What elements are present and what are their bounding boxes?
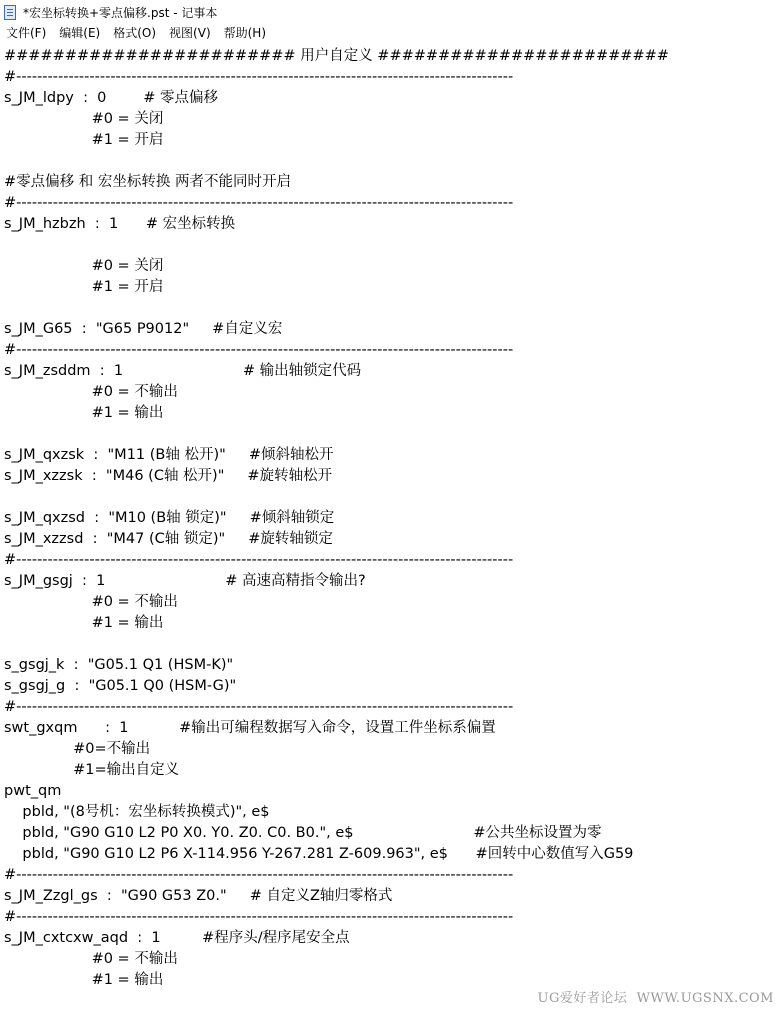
notepad-icon xyxy=(4,5,16,20)
editor-line: s_JM_cxtcxw_aqd : 1 #程序头/程序尾安全点 xyxy=(4,930,350,946)
menu-help[interactable]: 帮助(H) xyxy=(223,26,267,40)
editor-line: #1 = 开启 xyxy=(4,132,164,148)
menu-view[interactable]: 视图(V) xyxy=(169,26,211,40)
editor-line: #1 = 输出 xyxy=(4,405,164,421)
editor-line: s_JM_qxzsd : "M10 (B轴 锁定)" #倾斜轴锁定 xyxy=(4,510,335,526)
editor-line: pwt_qm xyxy=(4,783,62,799)
editor-line: #----------------------------------------------------------------------------------------------- xyxy=(4,909,514,925)
editor-line: #1 = 开启 xyxy=(4,279,164,295)
menu-bar xyxy=(0,24,780,43)
editor-line: s_JM_xzzsd : "M47 (C轴 锁定)" #旋转轴锁定 xyxy=(4,531,333,547)
editor-line: #1 = 输出 xyxy=(4,972,164,988)
editor-line: swt_gxqm : 1 #输出可编程数据写入命令，设置工件坐标系偏置 xyxy=(4,720,496,736)
editor-line: s_gsgj_g : "G05.1 Q0 (HSM-G)" xyxy=(4,678,237,694)
editor-line: #----------------------------------------------------------------------------------------------- xyxy=(4,867,514,883)
editor-line: s_JM_xzzsk : "M46 (C轴 松开)" #旋转轴松开 xyxy=(4,468,333,484)
editor-line: #----------------------------------------------------------------------------------------------- xyxy=(4,342,514,358)
editor-line: #1 = 输出 xyxy=(4,615,164,631)
editor-line: #1=输出自定义 xyxy=(4,762,180,778)
editor-line: ######################## 用户自定义 ######################## xyxy=(4,48,669,64)
editor-line: #----------------------------------------------------------------------------------------------- xyxy=(4,699,514,715)
watermark: UG爱好者论坛 WWW.UGSNX.COM xyxy=(537,991,774,1006)
editor-line: #0 = 关闭 xyxy=(4,258,164,274)
menu-edit[interactable]: 编辑(E) xyxy=(59,26,101,40)
editor-line: #0=不输出 xyxy=(4,741,151,757)
window-title: *宏坐标转换+零点偏移.pst - 记事本 xyxy=(23,5,218,20)
editor-line: #----------------------------------------------------------------------------------------------- xyxy=(4,69,514,85)
editor-line: pbld, "G90 G10 L2 P0 X0. Y0. Z0. C0. B0.", e$ #公共坐标设置为零 xyxy=(4,825,602,841)
editor-line: s_JM_hzbzh : 1 # 宏坐标转换 xyxy=(4,216,236,232)
editor-line: s_JM_G65 : "G65 P9012" #自定义宏 xyxy=(4,321,283,337)
editor-line: #0 = 不输出 xyxy=(4,951,178,967)
text-editor-area[interactable] xyxy=(0,43,780,1010)
editor-line: s_JM_ldpy : 0 # 零点偏移 xyxy=(4,90,219,106)
editor-line: #----------------------------------------------------------------------------------------------- xyxy=(4,552,514,568)
editor-line: pbld, "G90 G10 L2 P6 X-114.956 Y-267.281 Z-609.963", e$ #回转中心数值写入G59 xyxy=(4,846,634,862)
menu-file[interactable]: 文件(F) xyxy=(6,26,47,40)
menu-format[interactable]: 格式(O) xyxy=(113,26,157,40)
editor-line: #零点偏移 和 宏坐标转换 两者不能同时开启 xyxy=(4,174,291,190)
editor-line: s_JM_zsddm : 1 # 输出轴锁定代码 xyxy=(4,363,362,379)
editor-line: s_gsgj_k : "G05.1 Q1 (HSM-K)" xyxy=(4,657,234,673)
editor-line: s_JM_Zzgl_gs : "G90 G53 Z0." # 自定义Z轴归零格式 xyxy=(4,888,393,904)
title-bar xyxy=(0,0,780,24)
editor-line: s_JM_qxzsk : "M11 (B轴 松开)" #倾斜轴松开 xyxy=(4,447,334,463)
editor-line: s_JM_gsgj : 1 # 高速高精指令输出? xyxy=(4,573,366,589)
editor-line: #0 = 关闭 xyxy=(4,111,164,127)
editor-line: pbld, "(8号机：宏坐标转换模式)", e$ xyxy=(4,804,270,820)
editor-line: #0 = 不输出 xyxy=(4,384,178,400)
editor-line: #0 = 不输出 xyxy=(4,594,178,610)
editor-line: #----------------------------------------------------------------------------------------------- xyxy=(4,195,514,211)
